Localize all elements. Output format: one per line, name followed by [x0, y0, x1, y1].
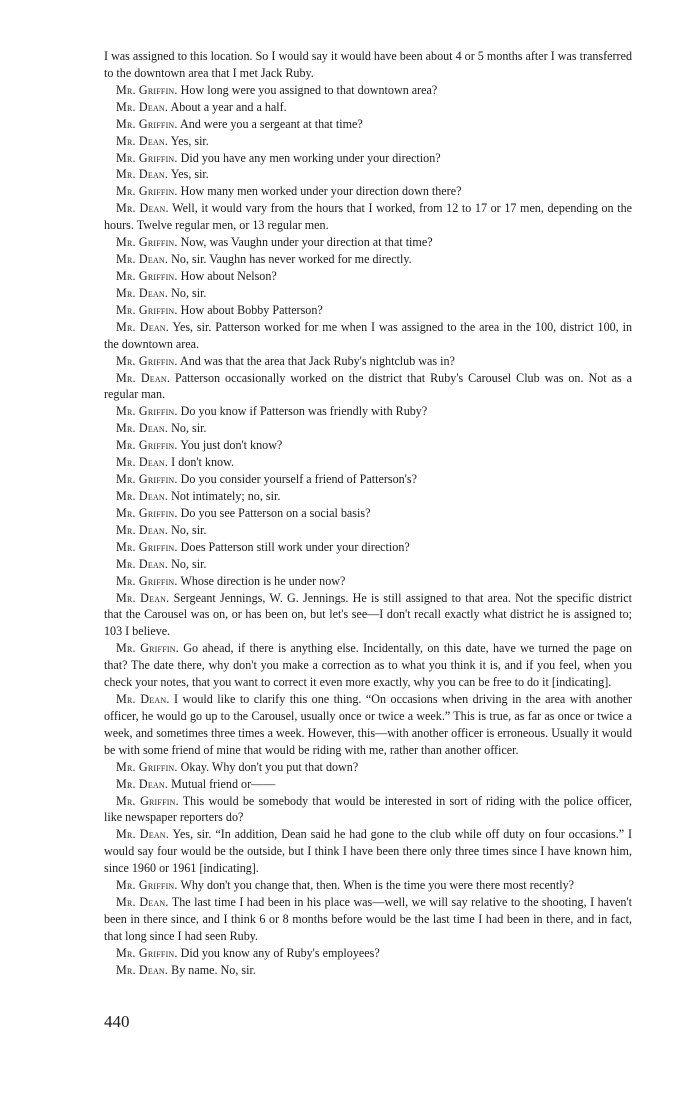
- paragraph-text: No, sir. Vaughn has never worked for me directly.: [171, 252, 412, 267]
- paragraph-text: No, sir.: [171, 522, 207, 537]
- transcript-paragraph: [104, 403, 632, 420]
- speaker-name: Mr. Dean.: [116, 201, 169, 216]
- transcript-paragraph: [104, 437, 632, 454]
- speaker-name: Mr. Dean.: [116, 99, 169, 114]
- speaker-name: Mr. Dean.: [116, 285, 169, 300]
- transcript-paragraph: [104, 471, 632, 488]
- transcript-paragraph: [104, 183, 632, 200]
- speaker-name: Mr. Griffin.: [116, 302, 178, 317]
- speaker-name: Mr. Griffin.: [116, 505, 178, 520]
- transcript-paragraph: [104, 488, 632, 505]
- paragraph-text: Not intimately; no, sir.: [171, 488, 281, 503]
- transcript-paragraph: [104, 370, 632, 404]
- speaker-name: Mr. Griffin.: [116, 573, 178, 588]
- paragraph-text: And was that the area that Jack Ruby's nightclub was in?: [180, 353, 455, 368]
- paragraph-text: No, sir.: [171, 285, 207, 300]
- speaker-name: Mr. Dean.: [116, 962, 169, 977]
- transcript-paragraph: [104, 353, 632, 370]
- transcript-paragraph: [104, 99, 632, 116]
- speaker-name: Mr. Griffin.: [116, 404, 178, 419]
- speaker-name: Mr. Dean.: [116, 133, 169, 148]
- paragraph-text: Mutual friend or——: [171, 776, 276, 791]
- paragraph-text: How long were you assigned to that downtown area?: [180, 82, 438, 97]
- speaker-name: Mr. Dean.: [116, 252, 169, 267]
- paragraph-text: How about Nelson?: [180, 268, 277, 283]
- paragraph-text: No, sir.: [171, 421, 207, 436]
- transcript-paragraph: [104, 420, 632, 437]
- paragraph-text: No, sir.: [171, 556, 207, 571]
- paragraph-text: Whose direction is he under now?: [180, 573, 346, 588]
- transcript-paragraph: [104, 116, 632, 133]
- speaker-name: Mr. Griffin.: [116, 116, 178, 131]
- paragraph-text: I don't know.: [171, 455, 235, 470]
- transcript-paragraph: [104, 573, 632, 590]
- transcript-paragraph: [104, 793, 632, 827]
- transcript-paragraph: [104, 166, 632, 183]
- paragraph-text: This would be somebody that would be interested in sort of riding with the police officer, like newspaper reporters do?: [104, 793, 632, 825]
- speaker-name: Mr. Dean.: [116, 421, 169, 436]
- paragraph-text: Yes, sir.: [170, 167, 209, 182]
- transcript-paragraph: [104, 302, 632, 319]
- speaker-name: Mr. Griffin.: [116, 641, 179, 656]
- speaker-name: Mr. Griffin.: [116, 268, 178, 283]
- transcript-paragraph: [104, 251, 632, 268]
- paragraph-text: How about Bobby Patterson?: [180, 302, 323, 317]
- paragraph-text: How many men worked under your direction down there?: [180, 184, 462, 199]
- speaker-name: Mr. Griffin.: [116, 82, 178, 97]
- transcript-body: [104, 48, 632, 979]
- paragraph-text: You just don't know?: [180, 438, 283, 453]
- paragraph-text: Do you know if Patterson was friendly with Ruby?: [180, 404, 428, 419]
- transcript-paragraph: [104, 691, 632, 759]
- speaker-name: Mr. Griffin.: [116, 150, 178, 165]
- paragraph-text: Now, was Vaughn under your direction at that time?: [180, 235, 433, 250]
- paragraph-text: Did you have any men working under your direction?: [180, 150, 441, 165]
- speaker-name: Mr. Griffin.: [116, 539, 178, 554]
- speaker-name: Mr. Dean.: [116, 319, 169, 334]
- paragraph-text: Go ahead, if there is anything else. Incidentally, on this date, have we turned the page on that? The date there, why don't you make a correction as to what you think it is, and if you feel, when you check your notes, that you want to correct it even more exactly, why you can be free to do it [indicating].: [104, 641, 632, 690]
- paragraph-text: Yes, sir. Patterson worked for me when I was assigned to the area in the 100, district 100, in the downtown area.: [104, 319, 632, 351]
- transcript-paragraph: [104, 539, 632, 556]
- speaker-name: Mr. Dean.: [116, 488, 169, 503]
- speaker-name: Mr. Dean.: [116, 827, 170, 842]
- speaker-name: Mr. Griffin.: [116, 472, 178, 487]
- transcript-paragraph: [104, 150, 632, 167]
- speaker-name: Mr. Dean.: [116, 590, 170, 605]
- transcript-paragraph: [104, 826, 632, 877]
- paragraph-text: Do you see Patterson on a social basis?: [180, 505, 371, 520]
- speaker-name: Mr. Griffin.: [116, 353, 178, 368]
- paragraph-text: Why don't you change that, then. When is the time you were there most recently?: [180, 878, 574, 893]
- transcript-paragraph: [104, 285, 632, 302]
- transcript-paragraph: [104, 945, 632, 962]
- transcript-paragraph: [104, 556, 632, 573]
- transcript-paragraph: [104, 776, 632, 793]
- paragraph-text: I was assigned to this location. So I would say it would have been about 4 or 5 months after I was transferred to the downtown area that I met Jack Ruby.: [104, 49, 632, 80]
- paragraph-text: Do you consider yourself a friend of Patterson's?: [180, 472, 417, 487]
- paragraph-text: Yes, sir. “In addition, Dean said he had gone to the club while off duty on four occasions.” I would say four would be the outside, but I think I have been there only three times since I have known him, since 1960 or 1961 [indicating].: [104, 827, 632, 876]
- speaker-name: Mr. Dean.: [116, 522, 169, 537]
- paragraph-text: Patterson occasionally worked on the district that Ruby's Carousel Club was on. Not as a regular man.: [104, 370, 632, 402]
- paragraph-text: Okay. Why don't you put that down?: [180, 759, 359, 774]
- paragraph-text: Does Patterson still work under your direction?: [180, 539, 410, 554]
- speaker-name: Mr. Dean.: [116, 895, 169, 910]
- transcript-paragraph: [104, 454, 632, 471]
- speaker-name: Mr. Dean.: [116, 167, 169, 182]
- transcript-paragraph: [104, 319, 632, 353]
- transcript-paragraph: [104, 234, 632, 251]
- speaker-name: Mr. Griffin.: [116, 878, 178, 893]
- transcript-paragraph: [104, 268, 632, 285]
- transcript-paragraph: [104, 640, 632, 691]
- paragraph-text: And were you a sergeant at that time?: [180, 116, 363, 131]
- transcript-paragraph: [104, 82, 632, 99]
- speaker-name: Mr. Griffin.: [116, 759, 178, 774]
- transcript-paragraph: [104, 200, 632, 234]
- speaker-name: Mr. Griffin.: [116, 235, 178, 250]
- speaker-name: Mr. Griffin.: [116, 438, 178, 453]
- transcript-paragraph: [104, 522, 632, 539]
- transcript-paragraph: [104, 894, 632, 945]
- speaker-name: Mr. Griffin.: [116, 793, 179, 808]
- paragraph-text: Sergeant Jennings, W. G. Jennings. He is still assigned to that area. Not the specific district that the Carousel was on, or has been on, but let's see—I don't recall exactly what district he is assigned to; 103 I believe.: [104, 590, 632, 639]
- transcript-paragraph: [104, 962, 632, 979]
- speaker-name: Mr. Griffin.: [116, 945, 178, 960]
- paragraph-text: I would like to clarify this one thing. “On occasions when driving in the area with another officer, he would go up to the Carousel, usually once or twice a week.” This is true, as far as once or twice a week, and sometimes three times a week. However, this—with another officer is erroneous. Usually it would be with some friend of mine that would be riding with me, rather than another officer.: [104, 692, 632, 757]
- speaker-name: Mr. Dean.: [116, 370, 171, 385]
- transcript-paragraph: [104, 877, 632, 894]
- transcript-paragraph: [104, 133, 632, 150]
- paragraph-text: Well, it would vary from the hours that I worked, from 12 to 17 or 17 men, depending on the hours. Twelve regular men, or 13 regular men.: [104, 201, 632, 233]
- paragraph-text: About a year and a half.: [170, 99, 287, 114]
- paragraph-text: Yes, sir.: [170, 133, 209, 148]
- speaker-name: Mr. Dean.: [116, 692, 170, 707]
- transcript-paragraph: [104, 590, 632, 641]
- speaker-name: Mr. Dean.: [116, 556, 169, 571]
- speaker-name: Mr. Dean.: [116, 776, 169, 791]
- speaker-name: Mr. Griffin.: [116, 184, 178, 199]
- speaker-name: Mr. Dean.: [116, 455, 169, 470]
- page-number: 440: [104, 1012, 130, 1031]
- transcript-paragraph: [104, 759, 632, 776]
- paragraph-text: By name. No, sir.: [171, 962, 256, 977]
- transcript-paragraph: [104, 48, 632, 82]
- paragraph-text: Did you know any of Ruby's employees?: [180, 945, 380, 960]
- paragraph-text: The last time I had been in his place was—well, we will say relative to the shooting, I haven't been in there since, and I think 6 or 8 months before would be the last time I had been in there, and in fact, that long since I had seen Ruby.: [104, 895, 632, 943]
- transcript-paragraph: [104, 505, 632, 522]
